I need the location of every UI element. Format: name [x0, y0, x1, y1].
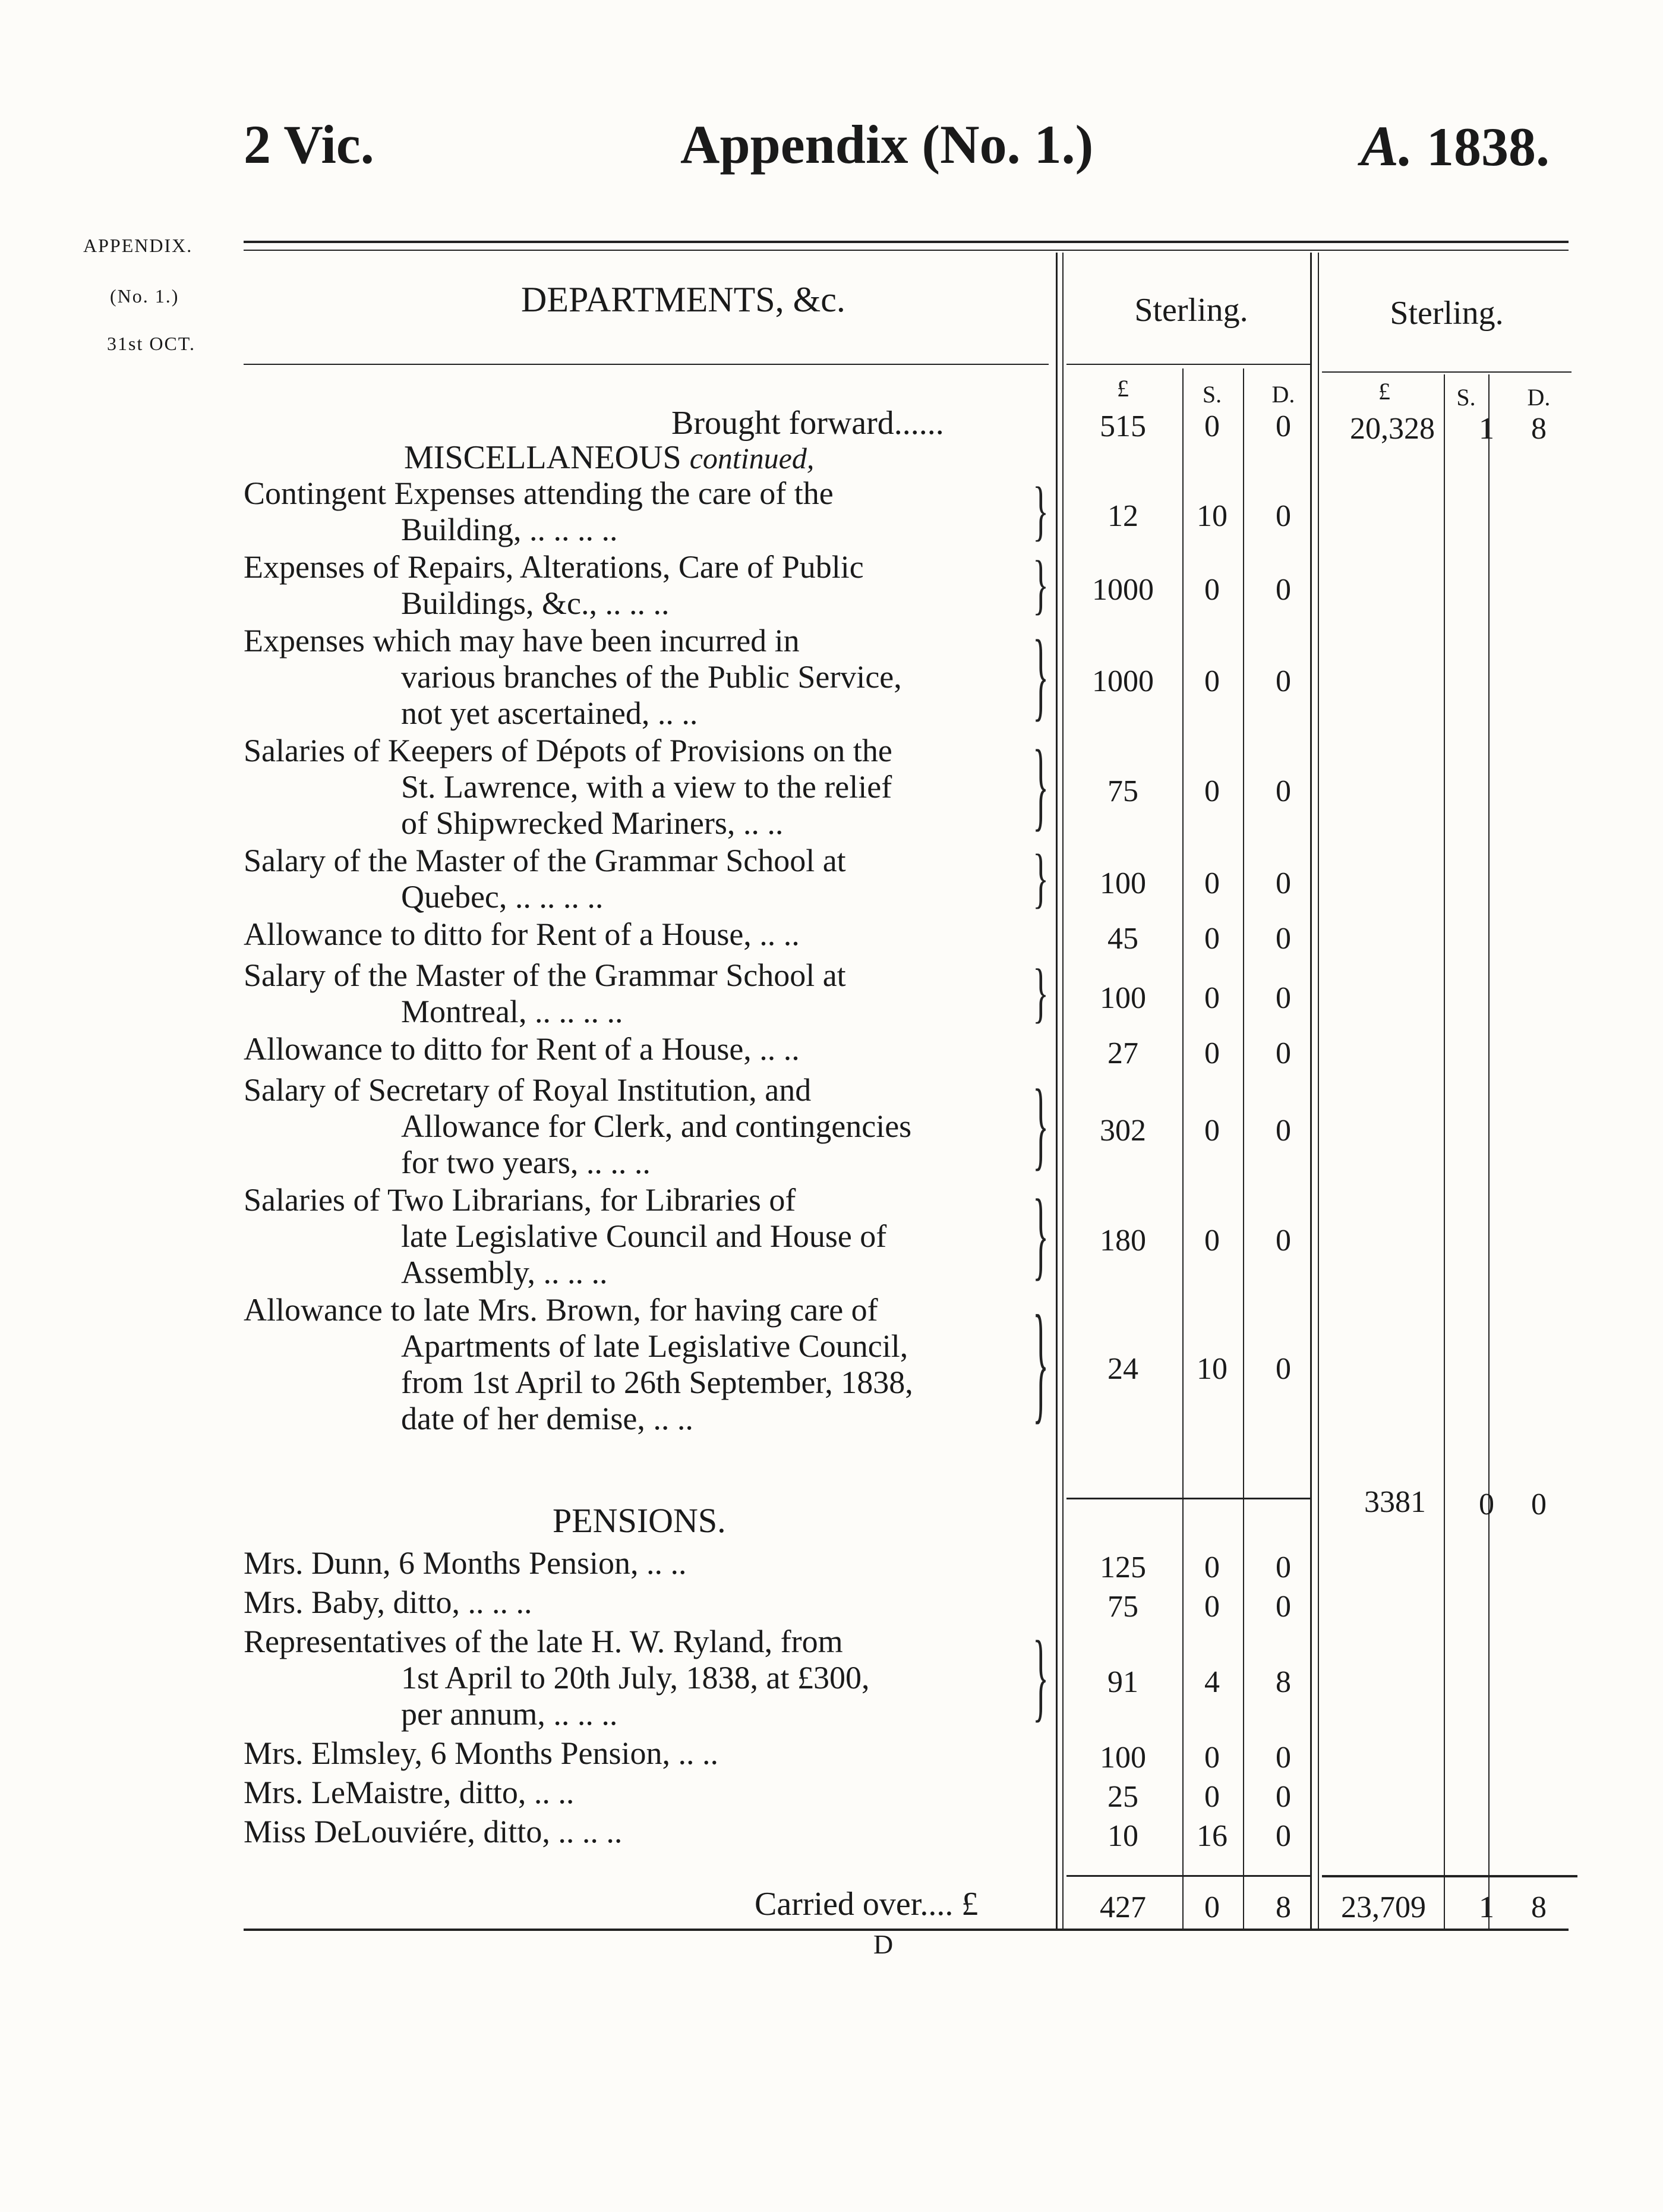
- running-head-right: [1361, 113, 1550, 179]
- carried-over-label: Carried over.... £: [755, 1886, 979, 1923]
- miscellaneous-heading: [404, 439, 814, 477]
- misc-item-description: [244, 1031, 1052, 1067]
- brought-forward-pence-total: 8: [1531, 412, 1547, 446]
- misc-item-description-line: Allowance to late Mrs. Brown, for having care of: [244, 1292, 878, 1328]
- brought-forward-shillings: 0: [1204, 409, 1220, 443]
- misc-item-description-line: Buildings, &c., .. .. ..: [401, 585, 670, 621]
- misc-item-amount-pence: 0: [1276, 572, 1291, 607]
- misc-item-amount-shillings: 0: [1204, 572, 1220, 607]
- pension-item-amount-pounds: 125: [1100, 1551, 1146, 1584]
- signature-mark: D: [873, 1929, 894, 1959]
- brace-icon: }: [1033, 1290, 1049, 1437]
- carried-over-pounds: 427: [1100, 1890, 1146, 1924]
- running-head-title: Appendix (No. 1.): [680, 114, 1094, 175]
- misc-item-amount-pounds: 75: [1107, 774, 1138, 808]
- pension-item-description-line: Representatives of the late H. W. Ryland, from: [244, 1624, 843, 1659]
- column-rule-b: [1062, 253, 1064, 1929]
- misc-item-amount-shillings: 0: [1204, 1224, 1220, 1258]
- unit-shillings-1: S.: [1202, 381, 1222, 408]
- brace-icon: }: [1033, 956, 1049, 1030]
- running-head-year: 1838.: [1427, 116, 1550, 177]
- misc-item-description-line: Apartments of late Legislative Council,: [401, 1328, 908, 1364]
- carried-rule-2: [1322, 1875, 1577, 1877]
- unit-pounds-2: £: [1378, 378, 1390, 405]
- pension-item-amount-pounds: 25: [1107, 1780, 1138, 1814]
- misc-item-amount-shillings: 0: [1204, 774, 1220, 808]
- misc-item-amount-shillings: 0: [1204, 922, 1220, 956]
- pension-item-description: [244, 1584, 1052, 1621]
- pension-item-description: [244, 1624, 1052, 1732]
- misc-item-amount-shillings: 10: [1197, 499, 1227, 533]
- pension-item-amount-pence: 0: [1276, 1819, 1291, 1853]
- unit-pence-2: D.: [1527, 384, 1551, 411]
- misc-item-description-line: Allowance to ditto for Rent of a House, .. ..: [244, 916, 800, 952]
- misc-item-amount-pence: 0: [1276, 1114, 1291, 1148]
- misc-item-description-line: not yet ascertained, .. ..: [401, 695, 698, 731]
- misc-item-description-line: Salary of the Master of the Grammar School at: [244, 957, 846, 993]
- top-rule-thin: [244, 250, 1569, 251]
- misc-item-description-line: date of her demise, .. ..: [401, 1401, 693, 1436]
- misc-item-description: [244, 916, 1052, 953]
- pension-item-amount-shillings: 0: [1204, 1590, 1220, 1624]
- misc-item-amount-pounds: 24: [1107, 1351, 1138, 1386]
- misc-item-description: [244, 733, 1052, 842]
- misc-item-amount-pence: 0: [1276, 664, 1291, 698]
- pension-item-amount-shillings: 0: [1204, 1741, 1220, 1775]
- pension-item-description-line: Mrs. LeMaistre, ditto, .. ..: [244, 1775, 575, 1810]
- misc-item-description-line: Quebec, .. .. .. ..: [401, 879, 604, 915]
- misc-item-description-line: Salary of Secretary of Royal Institution, and: [244, 1072, 812, 1108]
- pension-item-amount-pence: 0: [1276, 1590, 1291, 1624]
- pension-item-description-line: Mrs. Dunn, 6 Months Pension, .. ..: [244, 1545, 687, 1581]
- miscellaneous-total-pounds: 3381: [1364, 1485, 1426, 1519]
- brought-forward-label: Brought forward......: [671, 405, 944, 442]
- brought-forward-shillings-total: 1: [1479, 412, 1494, 446]
- misc-item-description-line: Salaries of Keepers of Dépots of Provisions on the: [244, 733, 892, 768]
- pension-item-amount-shillings: 0: [1204, 1780, 1220, 1814]
- misc-item-amount-shillings: 10: [1197, 1351, 1227, 1386]
- misc-item-description: [244, 475, 1052, 548]
- departments-heading: DEPARTMENTS, &c.: [521, 280, 845, 319]
- misc-item-amount-pounds: 45: [1107, 922, 1138, 956]
- brace-icon: }: [1033, 842, 1049, 915]
- misc-item-amount-pence: 0: [1276, 1351, 1291, 1386]
- carried-over-pence-total: 8: [1531, 1890, 1547, 1924]
- header-rule: [244, 364, 1049, 365]
- pension-item-description-line: 1st April to 20th July, 1838, at £300,: [401, 1660, 870, 1696]
- brought-forward-pounds-total: 20,328: [1350, 412, 1435, 446]
- carried-rule-1: [1066, 1875, 1310, 1877]
- misc-item-amount-pence: 0: [1276, 981, 1291, 1015]
- miscellaneous-heading-text: MISCELLANEOUS: [404, 439, 681, 476]
- pension-item-amount-pounds: 91: [1107, 1665, 1138, 1699]
- carried-over-pounds-total: 23,709: [1341, 1890, 1426, 1924]
- column-rule-s2: [1488, 374, 1490, 1929]
- misc-item-description: [244, 1292, 1052, 1437]
- misc-item-amount-pence: 0: [1276, 866, 1291, 900]
- misc-item-amount-shillings: 0: [1204, 664, 1220, 698]
- misc-item-description-line: late Legislative Council and House of: [401, 1218, 887, 1254]
- pension-item-description: [244, 1814, 1052, 1850]
- pension-item-description-line: Mrs. Baby, ditto, .. .. ..: [244, 1584, 532, 1620]
- brought-forward-pounds: 515: [1100, 409, 1146, 443]
- pension-item-amount-shillings: 16: [1197, 1819, 1227, 1853]
- misc-item-description-line: Montreal, .. .. .. ..: [401, 994, 623, 1029]
- brace-icon: }: [1033, 1622, 1049, 1732]
- misc-item-amount-pounds: 1000: [1092, 664, 1154, 698]
- misc-item-amount-shillings: 0: [1204, 981, 1220, 1015]
- pension-item-amount-pounds: 75: [1107, 1590, 1138, 1624]
- brace-icon: }: [1033, 548, 1049, 622]
- misc-item-description-line: Contingent Expenses attending the care of the: [244, 475, 834, 511]
- misc-item-description-line: from 1st April to 26th September, 1838,: [401, 1365, 913, 1400]
- misc-item-description-line: Salary of the Master of the Grammar School at: [244, 843, 846, 878]
- misc-item-amount-pounds: 12: [1107, 499, 1138, 533]
- pension-item-description: [244, 1545, 1052, 1581]
- misc-item-amount-pounds: 1000: [1092, 572, 1154, 607]
- brace-icon: }: [1033, 621, 1049, 732]
- misc-item-description: [244, 957, 1052, 1030]
- margin-note-number: (No. 1.): [110, 285, 179, 307]
- unit-shillings-2: S.: [1456, 384, 1476, 411]
- pension-item-amount-pounds: 100: [1100, 1741, 1146, 1775]
- pensions-heading: PENSIONS.: [553, 1501, 726, 1540]
- margin-note-date: 31st OCT.: [107, 333, 195, 354]
- brace-icon: }: [1033, 474, 1049, 548]
- brought-forward-pence: 0: [1276, 409, 1291, 443]
- misc-item-description: [244, 843, 1052, 915]
- misc-item-amount-pence: 0: [1276, 499, 1291, 533]
- pension-item-description-line: per annum, .. .. ..: [401, 1696, 618, 1732]
- unit-pence-1: D.: [1271, 381, 1295, 408]
- bottom-rule: [244, 1929, 1569, 1931]
- pension-item-description: [244, 1775, 1052, 1811]
- pension-item-amount-shillings: 4: [1204, 1665, 1220, 1699]
- pension-item-amount-pence: 0: [1276, 1780, 1291, 1814]
- pension-item-description: [244, 1735, 1052, 1772]
- misc-item-description: [244, 623, 1052, 732]
- column-rule-l2: [1444, 374, 1445, 1929]
- header-rule-1: [1066, 364, 1310, 365]
- column-rule-a: [1056, 253, 1058, 1929]
- misc-item-amount-pence: 0: [1276, 922, 1291, 956]
- misc-item-amount-pounds: 100: [1100, 981, 1146, 1015]
- misc-item-amount-shillings: 0: [1204, 1114, 1220, 1148]
- unit-pounds-1: £: [1117, 375, 1129, 402]
- misc-item-description-line: of Shipwrecked Mariners, .. ..: [401, 805, 784, 841]
- misc-item-amount-shillings: 0: [1204, 1036, 1220, 1070]
- misc-item-amount-shillings: 0: [1204, 866, 1220, 900]
- misc-item-description-line: Allowance to ditto for Rent of a House, .. ..: [244, 1031, 800, 1067]
- misc-item-amount-pounds: 302: [1100, 1114, 1146, 1148]
- misc-item-amount-pounds: 27: [1107, 1036, 1138, 1070]
- miscellaneous-total-shillings: 0: [1479, 1488, 1494, 1521]
- top-rule: [244, 241, 1569, 243]
- running-head-left: 2 Vic.: [244, 114, 374, 175]
- carried-over-pence: 8: [1276, 1890, 1291, 1924]
- pension-item-amount-pence: 0: [1276, 1741, 1291, 1775]
- series-letter: A.: [1361, 114, 1413, 178]
- misc-item-amount-pence: 0: [1276, 1036, 1291, 1070]
- misc-item-description-line: various branches of the Public Service,: [401, 659, 902, 695]
- misc-item-amount-pounds: 100: [1100, 866, 1146, 900]
- misc-item-description-line: Building, .. .. .. ..: [401, 512, 618, 547]
- misc-item-description-line: Expenses of Repairs, Alterations, Care of Public: [244, 549, 864, 585]
- misc-item-description: [244, 1182, 1052, 1291]
- header-rule-2: [1322, 371, 1572, 373]
- margin-note-appendix: APPENDIX.: [83, 235, 193, 256]
- miscellaneous-total-pence: 0: [1531, 1488, 1547, 1521]
- sterling-heading-1: Sterling.: [1134, 292, 1248, 329]
- brace-icon: }: [1033, 731, 1049, 842]
- misc-item-amount-pence: 0: [1276, 774, 1291, 808]
- brace-icon: }: [1033, 1070, 1049, 1181]
- pension-item-description-line: Mrs. Elmsley, 6 Months Pension, .. ..: [244, 1735, 719, 1771]
- misc-item-description: [244, 1072, 1052, 1181]
- pension-item-description-line: Miss DeLouviére, ditto, .. .. ..: [244, 1814, 623, 1849]
- carried-over-shillings-total: 1: [1479, 1890, 1494, 1924]
- misc-item-description-line: St. Lawrence, with a view to the relief: [401, 769, 892, 805]
- sterling-heading-2: Sterling.: [1390, 295, 1504, 332]
- misc-item-description-line: for two years, .. .. ..: [401, 1145, 651, 1180]
- misc-item-description-line: Allowance for Clerk, and contingencies: [401, 1108, 912, 1144]
- misc-item-amount-pence: 0: [1276, 1224, 1291, 1258]
- misc-item-amount-pounds: 180: [1100, 1224, 1146, 1258]
- pension-item-amount-pence: 8: [1276, 1665, 1291, 1699]
- misc-item-description-line: Assembly, .. .. ..: [401, 1255, 608, 1290]
- pension-item-amount-pence: 0: [1276, 1551, 1291, 1584]
- miscellaneous-continued: continued,: [689, 442, 815, 475]
- misc-item-description-line: Salaries of Two Librarians, for Libraries of: [244, 1182, 796, 1218]
- misc-item-description-line: Expenses which may have been incurred in: [244, 623, 800, 658]
- brace-icon: }: [1033, 1180, 1049, 1291]
- pension-item-amount-shillings: 0: [1204, 1551, 1220, 1584]
- pension-item-amount-pounds: 10: [1107, 1819, 1138, 1853]
- misc-item-description: [244, 549, 1052, 622]
- column-rule-s: [1243, 368, 1244, 1929]
- carried-over-shillings: 0: [1204, 1890, 1220, 1924]
